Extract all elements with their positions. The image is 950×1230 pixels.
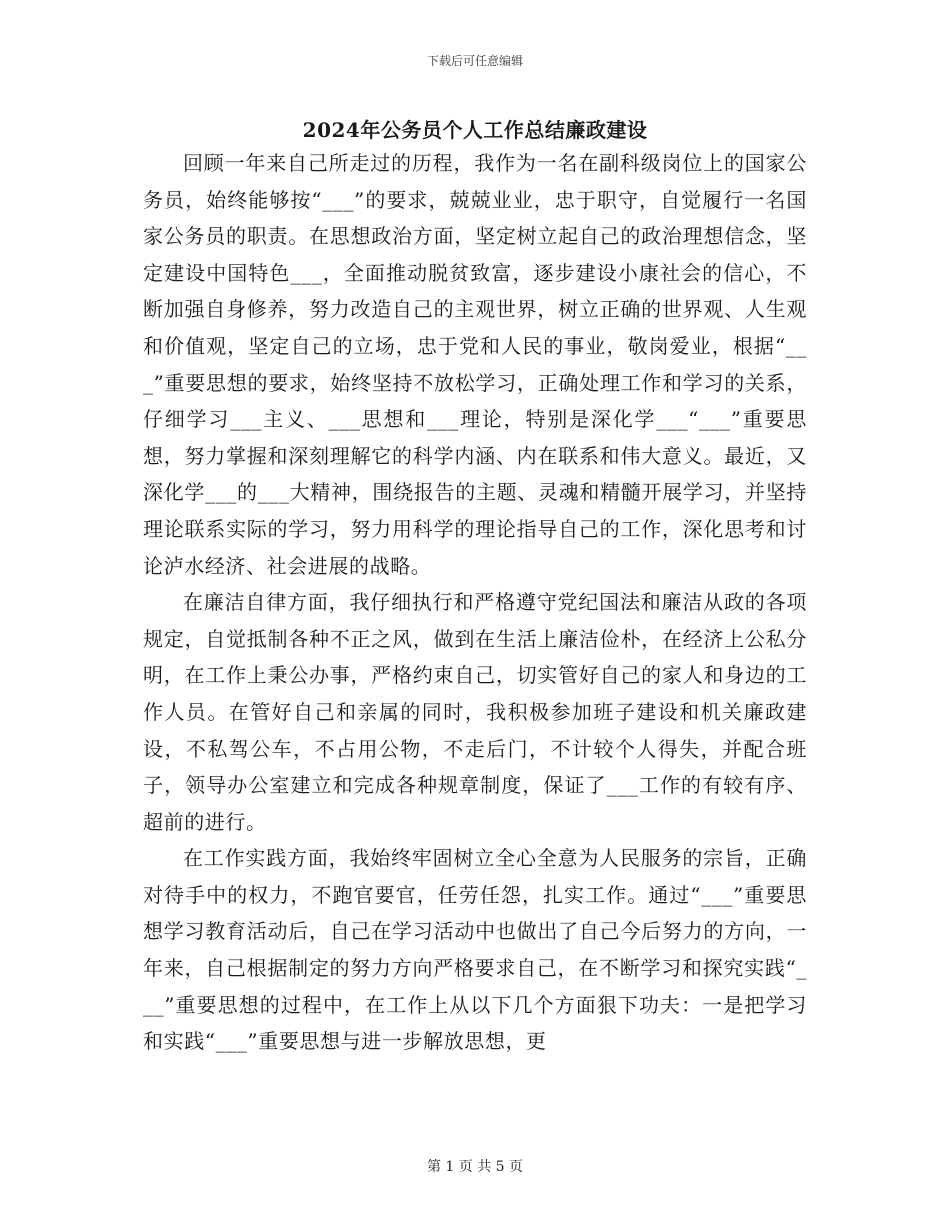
document-body bbox=[143, 145, 807, 1060]
paragraph-ideology: 回顾一年来自己所走过的历程，我作为一名在副科级岗位上的国家公务员，始终能够按“___”的要求，兢兢业业，忠于职守，自觉履行一名国家公务员的职责。在思想政治方面，坚定树立起自己的政治理想信念，坚定建设中国特色___，全面推动脱贫致富，逐步建设小康社会的信心，不断加强自身修养，努力改造自己的主观世界，树立正确的世界观、人生观和价值观，坚定自己的立场，忠于党和人民的事业，敬岗爱业，根据“___”重要思想的要求，始终坚持不放松学习，正确处理工作和学习的关系，仔细学习___主义、___思想和___理论，特别是深化学___“___”重要思想，努力掌握和深刻理解它的科学内涵、内在联系和伟大意义。最近，又深化学___的___大精神，围绕报告的主题、灵魂和精髓开展学习，并坚持理论联系实际的学习，努力用科学的理论指导自己的工作，深化思考和讨论泸水经济、社会进展的战略。 bbox=[143, 151, 807, 578]
page-number-footer: 第 1 页 共 5 页 bbox=[426, 1159, 524, 1175]
paragraph-work-practice: 在工作实践方面，我始终牢固树立全心全意为人民服务的宗旨，正确对待手中的权力，不跑官要官，任劳任怨，扎实工作。通过“___”重要思想学习教育活动后，自己在学习活动中也做出了自己今后努力的方向，一年来，自己根据制定的努力方向严格要求自己，在不断学习和探究实践“___”重要思想的过程中，在工作上从以下几个方面狠下功夫：一是把学习和实践“___”重要思想与进一步解放思想，更 bbox=[143, 846, 807, 1054]
header-note: 下载后可任意编辑 bbox=[426, 54, 523, 68]
paragraph-integrity: 在廉洁自律方面，我仔细执行和严格遵守党纪国法和廉洁从政的各项规定，自觉抵制各种不正之风，做到在生活上廉洁俭朴，在经济上公私分明，在工作上秉公办事，严格约束自己，切实管好自己的家人和身边的工作人员。在管好自己和亲属的同时，我积极参加班子建设和机关廉政建设，不私驾公车，不占用公物，不走后门，不计较个人得失，并配合班子，领导办公室建立和完成各种规章制度，保证了___工作的有较有序、超前的进行。 bbox=[143, 590, 807, 834]
document-title: 2024年公务员个人工作总结廉政建设 bbox=[302, 118, 648, 142]
